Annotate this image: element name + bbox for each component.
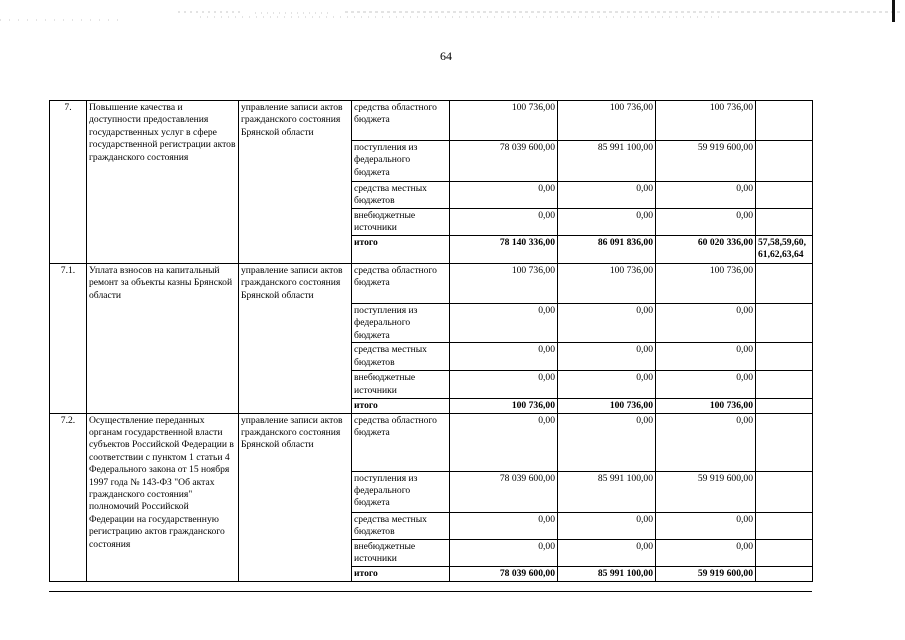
amount-year-2: 85 991 100,00 [558, 471, 656, 512]
amount-year-3: 0,00 [656, 209, 756, 236]
amount-year-2: 0,00 [558, 413, 656, 471]
table-row [50, 101, 813, 141]
section-title: Уплата взносов на капитальный ремонт за объекты казны Брянской области [87, 264, 239, 414]
amount-year-2: 0,00 [558, 512, 656, 539]
reference-indicators: 57,58,59,60, 61,62,63,64 [756, 236, 813, 264]
funding-source: средства местных бюджетов [352, 343, 450, 371]
section-number: 7.2. [50, 413, 87, 581]
reference-indicators [756, 399, 813, 413]
table-row [50, 413, 813, 471]
amount-year-1: 0,00 [450, 304, 558, 343]
amount-year-3: 59 919 600,00 [656, 566, 756, 581]
funding-source: итого [352, 236, 450, 264]
amount-year-3: 100 736,00 [656, 101, 756, 141]
funding-source: средства местных бюджетов [352, 512, 450, 539]
section-executor: управление записи актов гражданского состояния Брянской области [239, 413, 352, 581]
amount-year-3: 0,00 [656, 304, 756, 343]
reference-indicators [756, 539, 813, 566]
amount-year-1: 0,00 [450, 182, 558, 209]
amount-year-2: 86 091 836,00 [558, 236, 656, 264]
funding-source: внебюджетные источники [352, 371, 450, 399]
amount-year-1: 78 039 600,00 [450, 471, 558, 512]
funding-source: средства местных бюджетов [352, 182, 450, 209]
amount-year-3: 0,00 [656, 413, 756, 471]
page-number: 64 [440, 49, 452, 63]
amount-year-1: 0,00 [450, 209, 558, 236]
amount-year-3: 100 736,00 [656, 399, 756, 413]
funding-source: поступления из федерального бюджета [352, 304, 450, 343]
amount-year-3: 0,00 [656, 539, 756, 566]
section-number: 7.1. [50, 264, 87, 414]
section-number: 7. [50, 101, 87, 264]
amount-year-2: 0,00 [558, 539, 656, 566]
funding-source: внебюджетные источники [352, 209, 450, 236]
reference-indicators [756, 101, 813, 141]
amount-year-2: 0,00 [558, 371, 656, 399]
funding-source: средства областного бюджета [352, 101, 450, 141]
reference-indicators [756, 512, 813, 539]
reference-indicators [756, 304, 813, 343]
reference-indicators [756, 141, 813, 182]
amount-year-1: 78 039 600,00 [450, 141, 558, 182]
funding-source: средства областного бюджета [352, 264, 450, 304]
amount-year-3: 59 919 600,00 [656, 141, 756, 182]
amount-year-1: 0,00 [450, 371, 558, 399]
amount-year-1: 78 039 600,00 [450, 566, 558, 581]
scan-edge-mark [892, 0, 895, 22]
funding-source: поступления из федерального бюджета [352, 471, 450, 512]
amount-year-1: 0,00 [450, 343, 558, 371]
section-executor: управление записи актов гражданского состояния Брянской области [239, 264, 352, 414]
amount-year-1: 0,00 [450, 512, 558, 539]
amount-year-1: 100 736,00 [450, 101, 558, 141]
amount-year-2: 0,00 [558, 304, 656, 343]
amount-year-2: 100 736,00 [558, 399, 656, 413]
amount-year-1: 0,00 [450, 539, 558, 566]
amount-year-2: 0,00 [558, 209, 656, 236]
reference-indicators [756, 566, 813, 581]
amount-year-1: 100 736,00 [450, 399, 558, 413]
reference-indicators [756, 264, 813, 304]
amount-year-2: 85 991 100,00 [558, 141, 656, 182]
reference-indicators [756, 371, 813, 399]
amount-year-1: 100 736,00 [450, 264, 558, 304]
reference-indicators [756, 471, 813, 512]
amount-year-1: 78 140 336,00 [450, 236, 558, 264]
funding-source: поступления из федерального бюджета [352, 141, 450, 182]
amount-year-3: 100 736,00 [656, 264, 756, 304]
amount-year-2: 0,00 [558, 182, 656, 209]
amount-year-1: 0,00 [450, 413, 558, 471]
amount-year-2: 100 736,00 [558, 264, 656, 304]
section-title: Повышение качества и доступности предоставления государственных услуг в сфере государственной регистрации актов гражданского состояния [87, 101, 239, 264]
funding-source: средства областного бюджета [352, 413, 450, 471]
table-row [50, 264, 813, 304]
amount-year-3: 59 919 600,00 [656, 471, 756, 512]
amount-year-3: 60 020 336,00 [656, 236, 756, 264]
funding-source: итого [352, 566, 450, 581]
amount-year-2: 85 991 100,00 [558, 566, 656, 581]
amount-year-2: 0,00 [558, 343, 656, 371]
reference-indicators [756, 343, 813, 371]
scan-noise-strip [0, 0, 905, 26]
amount-year-3: 0,00 [656, 371, 756, 399]
budget-table [49, 100, 813, 582]
section-executor: управление записи актов гражданского состояния Брянской области [239, 101, 352, 264]
table-bottom-border [49, 591, 812, 592]
reference-indicators [756, 209, 813, 236]
section-title: Осуществление переданных органам государственной власти субъектов Российской Федерации в соответствии с пунктом 1 статьи 4 Федерального закона от 15 ноября 1997 года № 143-ФЗ "Об актах гражданского состояния" полномочий Российской Федерации на государственную регистрацию актов гражданского состояния [87, 413, 239, 581]
amount-year-3: 0,00 [656, 182, 756, 209]
reference-indicators [756, 182, 813, 209]
funding-source: итого [352, 399, 450, 413]
funding-source: внебюджетные источники [352, 539, 450, 566]
amount-year-3: 0,00 [656, 343, 756, 371]
amount-year-3: 0,00 [656, 512, 756, 539]
amount-year-2: 100 736,00 [558, 101, 656, 141]
reference-indicators [756, 413, 813, 471]
